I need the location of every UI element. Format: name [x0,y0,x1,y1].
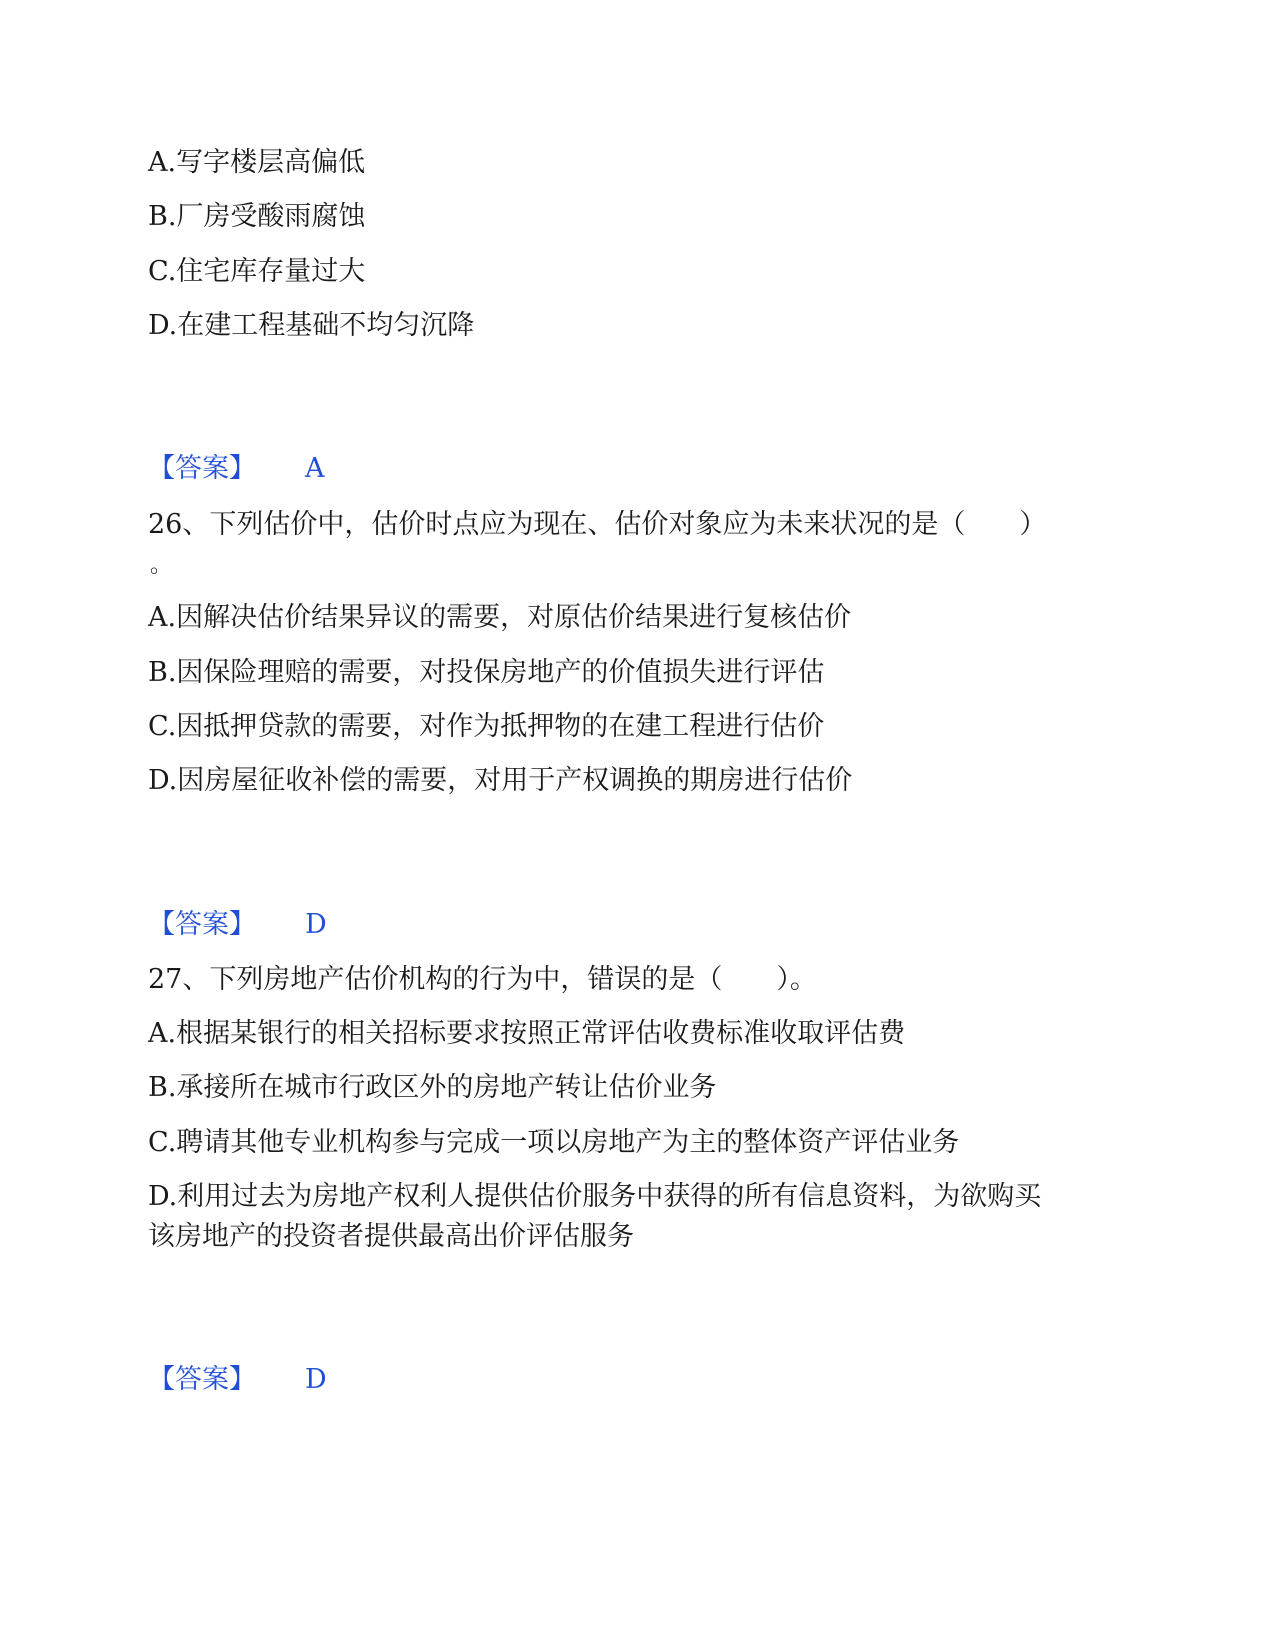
q26-option-b: B.因保险理赔的需要，对投保房地产的价值损失进行评估 [148,657,825,688]
q26-answer-value: D [305,909,327,940]
q27-option-b: B.承接所在城市行政区外的房地产转让估价业务 [148,1072,717,1103]
q26-option-d: D.因房屋征收补偿的需要，对用于产权调换的期房进行估价 [148,765,853,796]
q27-option-c: C.聘请其他专业机构参与完成一项以房地产为主的整体资产评估业务 [148,1127,960,1158]
q26-option-c: C.因抵押贷款的需要，对作为抵押物的在建工程进行估价 [148,711,825,742]
q25-answer-value: A [305,453,325,484]
q25-answer-label: 【答案】 [148,453,256,484]
q26-stem-end: 。 [150,553,173,578]
q27-stem: 27、下列房地产估价机构的行为中，错误的是（ ）。 [148,964,817,995]
q27-answer-label: 【答案】 [148,1364,256,1395]
q26-option-a: A.因解决估价结果异议的需要，对原估价结果进行复核估价 [148,602,852,633]
q25-option-d: D.在建工程基础不均匀沉降 [148,310,475,341]
q27-option-d-continued: 该房地产的投资者提供最高出价评估服务 [148,1221,634,1252]
q25-option-a: A.写字楼层高偏低 [148,147,366,178]
q25-option-b: B.厂房受酸雨腐蚀 [148,201,366,232]
q26-stem: 26、下列估价中，估价时点应为现在、估价对象应为未来状况的是（ ） [148,509,1047,540]
q27-answer-value: D [305,1364,327,1395]
q26-answer-label: 【答案】 [148,909,256,940]
q27-option-a: A.根据某银行的相关招标要求按照正常评估收费标准收取评估费 [148,1018,906,1049]
q27-option-d: D.利用过去为房地产权利人提供估价服务中获得的所有信息资料，为欲购买 [148,1181,1042,1212]
q25-option-c: C.住宅库存量过大 [148,256,366,287]
